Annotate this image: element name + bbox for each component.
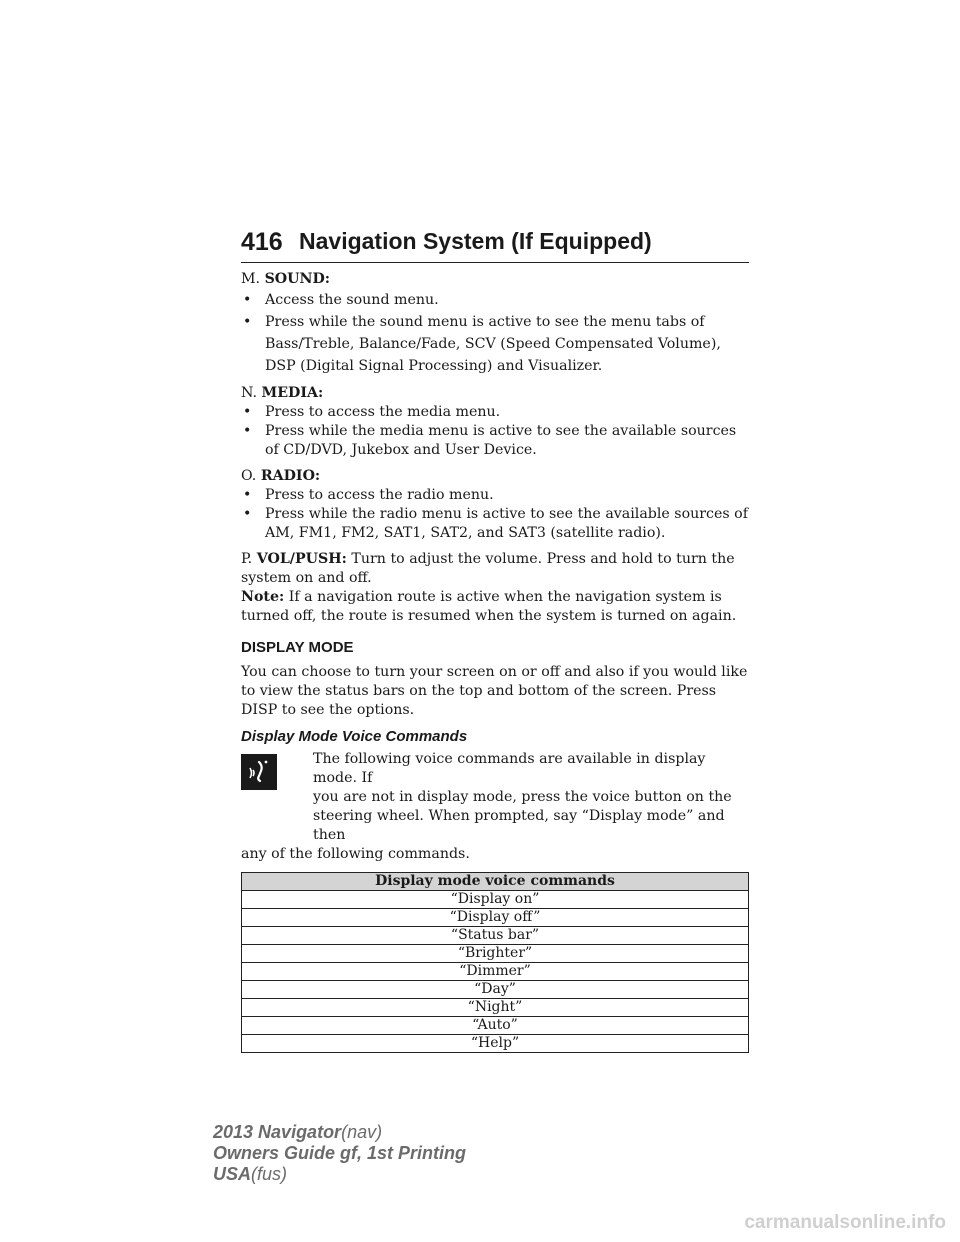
item-vol-push [241, 550, 749, 588]
table-row [242, 963, 749, 981]
voice-commands-heading: Display Mode Voice Commands [241, 728, 468, 745]
voice-text-line: you are not in display mode, press the voice button on the [313, 789, 732, 805]
table-cell: “Display on” [242, 891, 749, 909]
list-item: • Press to access the radio menu. [241, 486, 749, 505]
list-item: • Press while the radio menu is active to see the available sources of AM, FM1, FM2, SAT1, SAT2, and SAT3 (satellite radio). [241, 505, 749, 543]
voice-text-line: steering wheel. When prompted, say “Display mode” and then [313, 808, 725, 843]
item-letter: O. [241, 468, 257, 484]
list-item: • Press while the media menu is active to see the available sources of CD/DVD, Jukebox and User Device. [241, 422, 749, 460]
item-radio-heading [241, 467, 749, 486]
table-row [242, 927, 749, 945]
footer-guide: Owners Guide gf, 1st Printing [213, 1143, 467, 1163]
page-number: 416 [241, 228, 283, 256]
footer-model: 2013 Navigator [213, 1122, 342, 1142]
voice-commands-intro [241, 750, 749, 864]
table-row [242, 999, 749, 1017]
footer-region: USA [213, 1164, 252, 1184]
table-cell: “Status bar” [242, 927, 749, 945]
item-title: VOL/PUSH: [256, 551, 347, 567]
table-row [242, 1035, 749, 1053]
table-row [242, 981, 749, 999]
item-letter: N. [241, 385, 258, 401]
item-title: RADIO: [260, 468, 321, 484]
table-row [242, 909, 749, 927]
note [241, 588, 749, 626]
list-item: • Access the sound menu. [241, 289, 749, 311]
watermark: carmanualsonline.info [744, 1212, 946, 1233]
sound-bullets [241, 289, 749, 377]
item-title: SOUND: [264, 271, 331, 287]
footer-line [213, 1143, 466, 1164]
voice-icon [241, 754, 277, 790]
radio-bullets [241, 486, 749, 543]
table-cell: “Dimmer” [242, 963, 749, 981]
table-cell: “Night” [242, 999, 749, 1017]
footer-model-code: (nav) [341, 1122, 383, 1142]
table-header-row [242, 873, 749, 891]
voice-text-line: any of the following commands. [241, 846, 470, 862]
voice-text-line: The following voice commands are available in display mode. If [313, 751, 706, 786]
table-cell: “Display off” [242, 909, 749, 927]
item-title: MEDIA: [261, 385, 324, 401]
table-header: Display mode voice commands [242, 873, 749, 891]
item-sound-heading [241, 270, 749, 289]
display-mode-heading: DISPLAY MODE [241, 639, 354, 656]
note-text: If a navigation route is active when the navigation system is turned off, the route is resumed when the system is turned on again. [241, 589, 737, 624]
note-label: Note: [241, 589, 285, 605]
voice-commands-table [241, 872, 749, 1053]
footer-line [213, 1164, 466, 1185]
table-row [242, 891, 749, 909]
table-row [242, 945, 749, 963]
item-media-heading [241, 384, 749, 403]
item-letter: P. [241, 551, 253, 567]
table-cell: “Day” [242, 981, 749, 999]
display-mode-text: You can choose to turn your screen on or off and also if you would like to view the status bars on the top and bottom of the screen. Press DISP to see the options. [241, 664, 748, 718]
section-title: Navigation System (If Equipped) [299, 228, 652, 254]
item-letter: M. [241, 271, 261, 287]
table-cell: “Help” [242, 1035, 749, 1053]
list-item: • Press to access the media menu. [241, 403, 749, 422]
footer-region-code: (fus) [251, 1164, 288, 1184]
list-item: • Press while the sound menu is active to see the menu tabs of Bass/Treble, Balance/Fade, SCV (Speed Compensated Volume), DSP (Digital Signal Processing) and Visualizer. [241, 311, 749, 377]
page-content [241, 270, 749, 1053]
item-text: Turn to adjust the volume. Press and hold to turn the system on and off. [241, 551, 735, 586]
table-cell: “Brighter” [242, 945, 749, 963]
page-header [241, 226, 749, 263]
footer-line [213, 1122, 466, 1143]
print-footer [213, 1122, 466, 1185]
table-cell: “Auto” [242, 1017, 749, 1035]
table-row [242, 1017, 749, 1035]
media-bullets [241, 403, 749, 460]
